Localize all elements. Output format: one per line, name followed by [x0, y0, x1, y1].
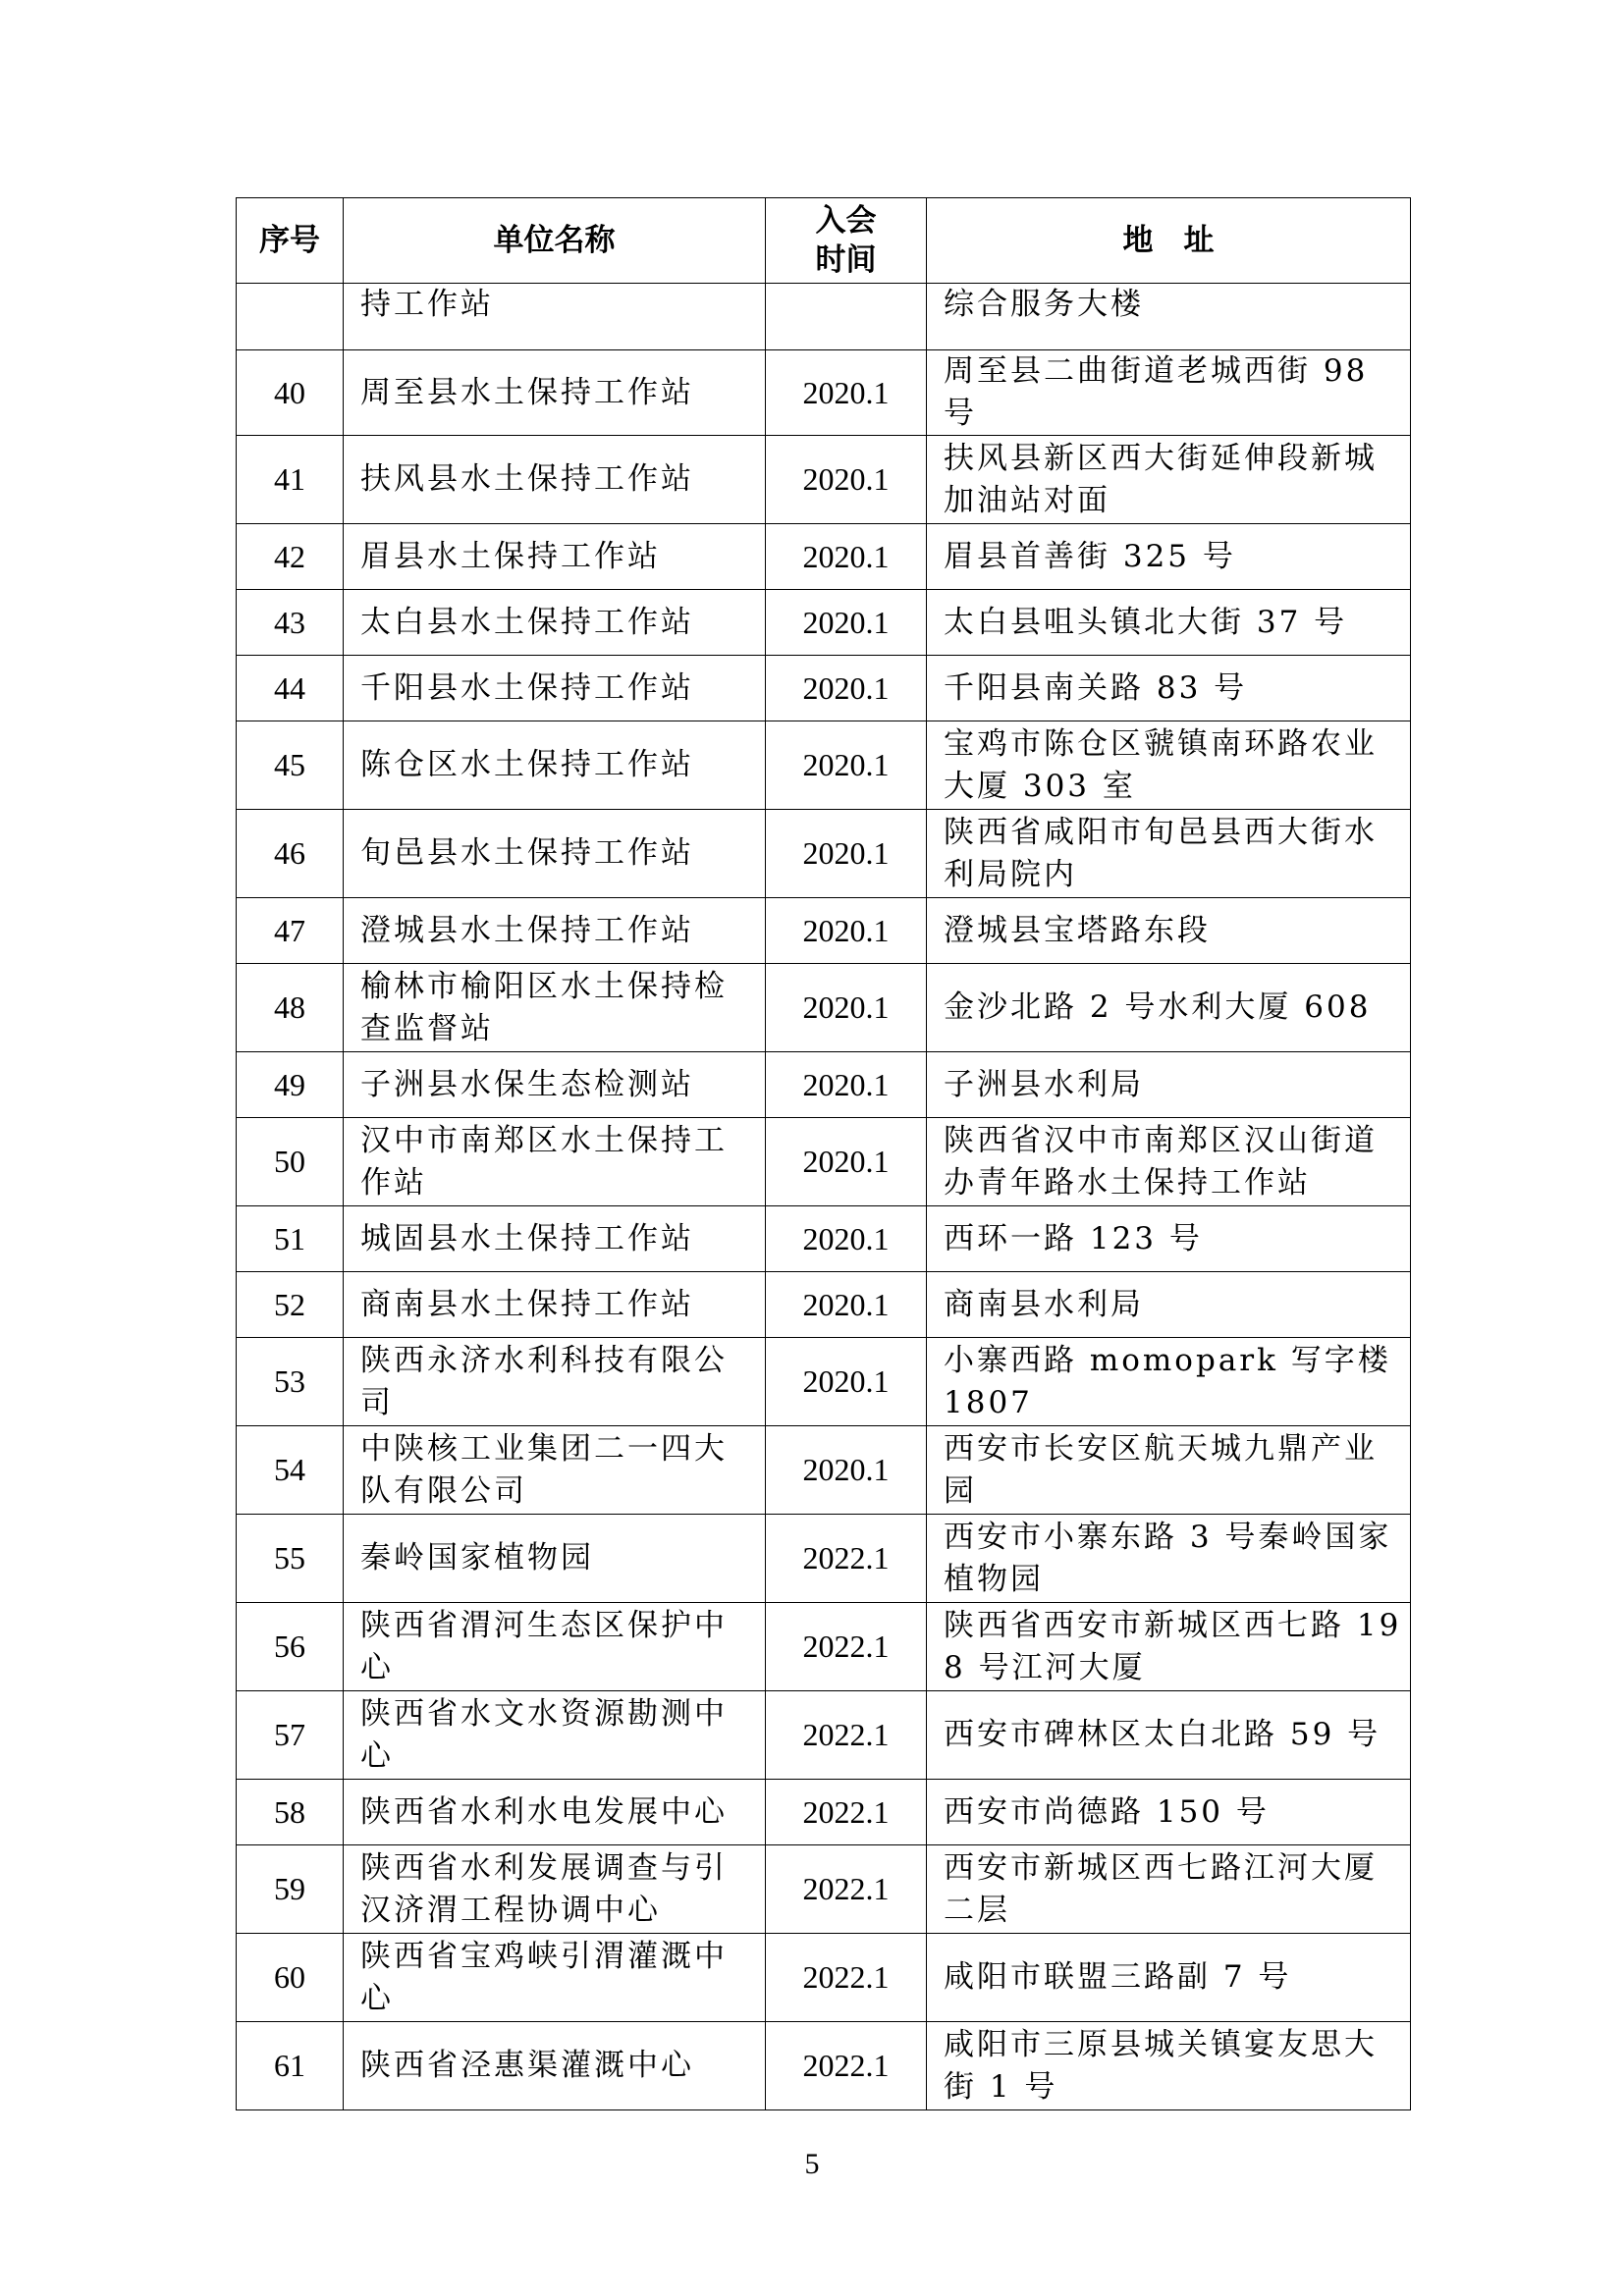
cell-address: 扶风县新区西大街延伸段新城加油站对面 [927, 436, 1411, 524]
cell-number: 54 [237, 1426, 344, 1515]
cell-name: 榆林市榆阳区水土保持检查监督站 [344, 964, 766, 1052]
cell-date: 2020.1 [766, 898, 927, 964]
cell-address: 综合服务大楼 [927, 284, 1411, 350]
cell-address: 咸阳市联盟三路副 7 号 [927, 1934, 1411, 2022]
table-row [237, 1052, 1411, 1118]
cell-date: 2020.1 [766, 350, 927, 436]
table-row [237, 898, 1411, 964]
member-units-table [236, 197, 1411, 2110]
cell-address: 金沙北路 2 号水利大厦 608 [927, 964, 1411, 1052]
cell-name: 旬邑县水土保持工作站 [344, 810, 766, 898]
cell-name: 子洲县水保生态检测站 [344, 1052, 766, 1118]
cell-date: 2020.1 [766, 436, 927, 524]
cell-date: 2022.1 [766, 1691, 927, 1780]
cell-address: 陕西省汉中市南郑区汉山街道办青年路水土保持工作站 [927, 1118, 1411, 1206]
cell-number: 48 [237, 964, 344, 1052]
cell-date: 2020.1 [766, 721, 927, 810]
table-row [237, 964, 1411, 1052]
cell-name: 商南县水土保持工作站 [344, 1272, 766, 1338]
cell-date: 2020.1 [766, 1052, 927, 1118]
continuation-row [237, 284, 1411, 350]
page-number: 5 [804, 2148, 820, 2180]
table-row [237, 1206, 1411, 1272]
table-row [237, 721, 1411, 810]
cell-name: 陕西省泾惠渠灌溉中心 [344, 2022, 766, 2110]
cell-date: 2020.1 [766, 1426, 927, 1515]
cell-date: 2020.1 [766, 1206, 927, 1272]
cell-address: 西安市小寨东路 3 号秦岭国家植物园 [927, 1515, 1411, 1603]
cell-number: 56 [237, 1603, 344, 1691]
cell-name: 扶风县水土保持工作站 [344, 436, 766, 524]
cell-address: 周至县二曲街道老城西街 98 号 [927, 350, 1411, 436]
cell-name: 周至县水土保持工作站 [344, 350, 766, 436]
cell-address: 西安市长安区航天城九鼎产业园 [927, 1426, 1411, 1515]
cell-number: 58 [237, 1780, 344, 1845]
cell-number: 42 [237, 524, 344, 590]
cell-address: 陕西省西安市新城区西七路 198 号江河大厦 [927, 1603, 1411, 1691]
cell-address: 咸阳市三原县城关镇宴友思大街 1 号 [927, 2022, 1411, 2110]
cell-number: 60 [237, 1934, 344, 2022]
table-row [237, 1934, 1411, 2022]
table-row [237, 1426, 1411, 1515]
cell-number: 57 [237, 1691, 344, 1780]
table-row [237, 1272, 1411, 1338]
cell-date: 2022.1 [766, 1515, 927, 1603]
table-row [237, 1118, 1411, 1206]
cell-address: 西安市碑林区太白北路 59 号 [927, 1691, 1411, 1780]
cell-address: 西安市尚德路 150 号 [927, 1780, 1411, 1845]
cell-date: 2020.1 [766, 1272, 927, 1338]
cell-address: 眉县首善街 325 号 [927, 524, 1411, 590]
cell-date: 2020.1 [766, 1118, 927, 1206]
cell-name: 持工作站 [344, 284, 766, 350]
cell-name: 陕西省渭河生态区保护中心 [344, 1603, 766, 1691]
table-row [237, 1338, 1411, 1426]
cell-date: 2022.1 [766, 1603, 927, 1691]
table-row [237, 1603, 1411, 1691]
cell-name: 陕西永济水利科技有限公司 [344, 1338, 766, 1426]
table-row [237, 1515, 1411, 1603]
cell-number: 52 [237, 1272, 344, 1338]
cell-number: 43 [237, 590, 344, 656]
table-header [237, 198, 1411, 284]
cell-address: 西安市新城区西七路江河大厦二层 [927, 1845, 1411, 1934]
cell-date: 2020.1 [766, 590, 927, 656]
cell-address: 小寨西路 momopark 写字楼 1807 [927, 1338, 1411, 1426]
cell-address: 陕西省咸阳市旬邑县西大街水利局院内 [927, 810, 1411, 898]
table-row [237, 656, 1411, 721]
cell-number: 59 [237, 1845, 344, 1934]
cell-name: 眉县水土保持工作站 [344, 524, 766, 590]
cell-number [237, 284, 344, 350]
table-row [237, 810, 1411, 898]
table-row [237, 2022, 1411, 2110]
cell-address: 子洲县水利局 [927, 1052, 1411, 1118]
header-join-time-line2: 时间 [815, 242, 877, 278]
cell-address: 商南县水利局 [927, 1272, 1411, 1338]
cell-number: 55 [237, 1515, 344, 1603]
cell-name: 陈仓区水土保持工作站 [344, 721, 766, 810]
table-row [237, 436, 1411, 524]
cell-address: 澄城县宝塔路东段 [927, 898, 1411, 964]
cell-number: 61 [237, 2022, 344, 2110]
cell-address: 西环一路 123 号 [927, 1206, 1411, 1272]
cell-name: 秦岭国家植物园 [344, 1515, 766, 1603]
table-row [237, 350, 1411, 436]
cell-number: 46 [237, 810, 344, 898]
cell-number: 53 [237, 1338, 344, 1426]
cell-name: 太白县水土保持工作站 [344, 590, 766, 656]
cell-name: 陕西省水文水资源勘测中心 [344, 1691, 766, 1780]
table-row [237, 1780, 1411, 1845]
cell-number: 49 [237, 1052, 344, 1118]
cell-date: 2020.1 [766, 1338, 927, 1426]
table-row [237, 1691, 1411, 1780]
cell-number: 51 [237, 1206, 344, 1272]
cell-name: 陕西省宝鸡峡引渭灌溉中心 [344, 1934, 766, 2022]
cell-date: 2020.1 [766, 964, 927, 1052]
cell-date [766, 284, 927, 350]
cell-address: 太白县咀头镇北大街 37 号 [927, 590, 1411, 656]
cell-date: 2022.1 [766, 2022, 927, 2110]
header-name: 单位名称 [344, 198, 766, 284]
cell-name: 城固县水土保持工作站 [344, 1206, 766, 1272]
cell-date: 2022.1 [766, 1780, 927, 1845]
table-row [237, 590, 1411, 656]
cell-number: 50 [237, 1118, 344, 1206]
cell-name: 陕西省水利水电发展中心 [344, 1780, 766, 1845]
cell-date: 2022.1 [766, 1934, 927, 2022]
cell-number: 40 [237, 350, 344, 436]
cell-number: 47 [237, 898, 344, 964]
cell-number: 44 [237, 656, 344, 721]
cell-address: 千阳县南关路 83 号 [927, 656, 1411, 721]
cell-date: 2020.1 [766, 656, 927, 721]
header-address: 地 址 [927, 198, 1411, 284]
cell-number: 45 [237, 721, 344, 810]
cell-address: 宝鸡市陈仓区虢镇南环路农业大厦 303 室 [927, 721, 1411, 810]
table-row [237, 1845, 1411, 1934]
cell-name: 中陕核工业集团二一四大队有限公司 [344, 1426, 766, 1515]
cell-name: 汉中市南郑区水土保持工作站 [344, 1118, 766, 1206]
header-number: 序号 [237, 198, 344, 284]
header-join-time [766, 198, 927, 284]
table-row [237, 524, 1411, 590]
header-row [237, 198, 1411, 284]
cell-name: 澄城县水土保持工作站 [344, 898, 766, 964]
table-body [237, 284, 1411, 2110]
cell-name: 陕西省水利发展调查与引汉济渭工程协调中心 [344, 1845, 766, 1934]
cell-date: 2020.1 [766, 524, 927, 590]
cell-name: 千阳县水土保持工作站 [344, 656, 766, 721]
cell-date: 2022.1 [766, 1845, 927, 1934]
cell-date: 2020.1 [766, 810, 927, 898]
cell-number: 41 [237, 436, 344, 524]
header-join-time-line1: 入会 [815, 203, 877, 239]
